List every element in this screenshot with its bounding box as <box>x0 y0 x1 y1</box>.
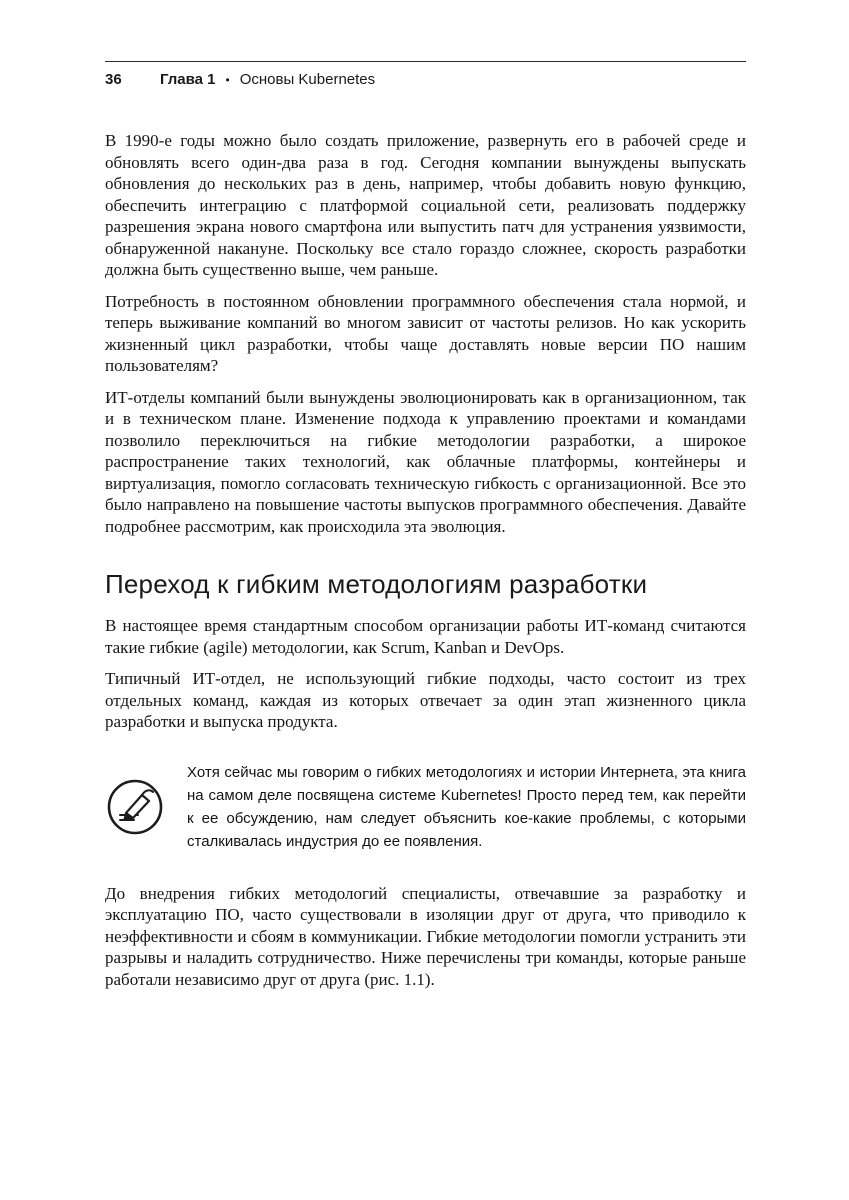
running-head-rule <box>105 61 746 62</box>
section-heading: Переход к гибким методологиям разработки <box>105 569 648 599</box>
page-content <box>105 0 746 1000</box>
paragraph: Типичный ИТ-отдел, не использующий гибкие подходы, часто состоит из трех отдельных команд, каждая из которых отвечает за один этап жизненного цикла разработки и выпуска продукта. <box>105 669 746 731</box>
note-text: Хотя сейчас мы говорим о гибких методологиях и истории Интернета, эта книга на самом деле посвящена системе Kubernetes! Просто перед тем, как перейти к ее обсуждению, нам следует объяснить кое-какие проблемы, с которыми сталкивалась индустрия до ее появления. <box>187 763 746 850</box>
paragraph: В настоящее время стандартным способом организации работы ИТ-команд считаются такие гибкие (agile) методологии, как Scrum, Kanban и DevOps. <box>105 616 746 657</box>
note-block <box>105 761 746 853</box>
running-head <box>105 71 746 88</box>
paragraph: До внедрения гибких методологий специалисты, отвечавшие за разработку и эксплуатацию ПО, часто существовали в изоляции друг от друга, что приводило к неэффективности и сбоям в коммуникации. Гибкие методологии помогли устранить эти разрывы и наладить сотрудничество. Ниже перечислены три команды, которые раньше работали независимо друг от друга (рис. 1.1). <box>105 883 746 989</box>
paragraph: В 1990-е годы можно было создать приложение, развернуть его в рабочей среде и обновлять всего один-два раза в год. Сегодня компании вынуждены выпускать обновления до нескольких раз в день, например, чтобы добавить новую функцию, обеспечить интеграцию с платформой социальной сети, реализовать поддержку разрешения экрана нового смартфона или выпустить патч для устранения уязвимости, обнаруженной накануне. Поскольку все стало гораздо сложнее, скорость разработки должна быть существенно выше, чем раньше. <box>105 131 746 279</box>
body-text <box>105 130 746 990</box>
running-head-title: Основы Kubernetes <box>239 71 376 88</box>
page-number: 36 <box>105 71 122 88</box>
bullet-separator: • <box>225 73 230 87</box>
pen-writing-icon <box>105 777 165 837</box>
chapter-label: Глава 1 <box>160 71 216 88</box>
paragraph: Потребность в постоянном обновлении программного обеспечения стала нормой, и теперь выживание компаний во многом зависит от частоты релизов. Но как ускорить жизненный цикл разработки, чтобы чаще доставлять новые версии ПО нашим пользователям? <box>105 291 746 375</box>
paragraph: ИТ-отделы компаний были вынуждены эволюционировать как в организационном, так и в техническом плане. Изменение подхода к управлению проектами и командами позволило переключиться на гибкие методологии разработки, а широкое распространение таких технологий, как облачные платформы, контейнеры и виртуализация, помогло согласовать техническую гибкость с организационной. Все это было направлено на повышение частоты выпусков программного обеспечения. Давайте подробнее рассмотрим, как происходила эта эволюция. <box>105 387 746 536</box>
